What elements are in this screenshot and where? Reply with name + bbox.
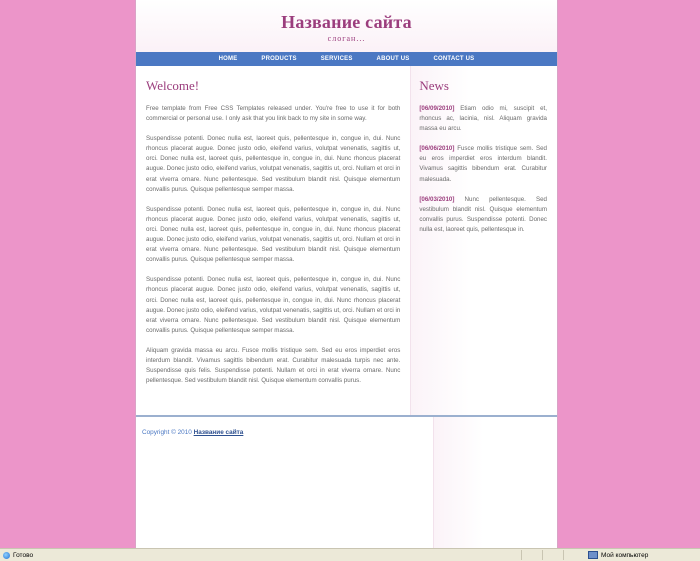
menu-item-products[interactable]: PRODUCTS (261, 56, 297, 62)
content-paragraph: Aliquam gravida massa eu arcu. Fusce mollis tristique sem. Sed eu eros imperdiet eros interdum blandit. Vivamus sagittis bibendum erat. Curabitur malesuada turpis nec ante. Suspendisse quis felis. Suspendisse potenti. Nullam et orci in erat viverra ornare. Nunc pellentesque. Sed vestibulum blandit nisl. Quisque elementum convallis purus. (146, 346, 401, 385)
page-container (135, 0, 558, 548)
footer-left (136, 417, 433, 548)
news-item (419, 104, 547, 134)
copyright-text: Copyright © 2010 Название сайта (142, 429, 244, 436)
menu-item-contact-us[interactable]: CONTACT US (433, 56, 475, 62)
site-slogan: слоган... (327, 34, 366, 43)
news-text: Nunc pellentesque. Sed vestibulum blandit nisl. Quisque elementum convallis purus. Suspendisse potenti. Donec nulla est, laoreet quis, pellentesque in. (419, 195, 547, 233)
news-date: [06/09/2010] (419, 105, 455, 112)
menu-item-about-us[interactable]: ABOUT US (376, 56, 410, 62)
content-columns (136, 66, 557, 415)
footer-right (433, 417, 557, 548)
status-cell (521, 550, 542, 560)
status-cell (542, 550, 563, 560)
browser-status-bar (0, 548, 700, 561)
copyright-site-link[interactable]: Название сайта (193, 429, 244, 436)
status-cell (563, 550, 584, 560)
footer (136, 415, 557, 548)
intro-paragraph: Free template from Free CSS Templates released under. You're free to use it for both commercial or personal use. I only ask that you link back to my site in some way. (146, 105, 401, 123)
news-heading: News (419, 78, 449, 93)
main-menu (136, 52, 557, 66)
site-header (136, 0, 557, 52)
main-content (136, 66, 410, 415)
news-date: [06/06/2010] (419, 145, 455, 153)
news-item (419, 144, 547, 184)
content-paragraph: Suspendisse potenti. Donec nulla est, laoreet quis, pellentesque in, congue in, dui. Nunc rhoncus placerat augue. Donec justo odio, eleifend varius, volutpat venenatis, sagittis ut, orci. Donec nulla est, laoreet quis, pellentesque in, congue in, dui. Nunc rhoncus placerat augue. Donec justo odio, eleifend varius, volutpat venenatis, sagittis ut, orci. Nullam et orci in erat viverra ornare. Nunc pellentesque. Sed vestibulum blandit nisl. Quisque elementum convallis purus. Quisque pellentesque semper massa. (146, 135, 401, 193)
content-paragraph: Suspendisse potenti. Donec nulla est, laoreet quis, pellentesque in, congue in, dui. Nunc rhoncus placerat augue. Donec justo odio, eleifend varius, volutpat venenatis, sagittis ut, orci. Donec nulla est, laoreet quis, pellentesque in, congue in, dui. Nunc rhoncus placerat augue. Donec justo odio, eleifend varius, volutpat venenatis, sagittis ut, orci. Nullam et orci in erat viverra ornare. Nunc pellentesque. Sed vestibulum blandit nisl. Quisque elementum convallis purus. Quisque pellentesque semper massa. (146, 276, 401, 334)
news-text: Etiam odio mi, suscipit et, rhoncus ac, lacinia, nisl. Aliquam gravida massa eu arcu. (419, 105, 547, 133)
news-sidebar (410, 66, 557, 415)
news-item (419, 195, 547, 235)
status-left (0, 552, 521, 559)
content-paragraph: Suspendisse potenti. Donec nulla est, laoreet quis, pellentesque in, congue in, dui. Nunc rhoncus placerat augue. Donec justo odio, eleifend varius, volutpat venenatis, sagittis ut, orci. Donec nulla est, laoreet quis, pellentesque in, congue in, dui. Nunc rhoncus placerat augue. Donec justo odio, eleifend varius, volutpat venenatis, sagittis ut, orci. Nullam et orci in erat viverra ornare. Nunc pellentesque. Sed vestibulum blandit nisl. Quisque elementum convallis purus. Quisque pellentesque semper massa. (146, 205, 401, 264)
status-zone-text: Мой компьютер (601, 551, 649, 559)
status-text: Готово (13, 551, 34, 559)
news-date: [06/03/2010] (419, 195, 455, 203)
menu-item-services[interactable]: SERVICES (320, 56, 353, 62)
news-text: Fusce mollis tristique sem. Sed eu eros imperdiet eros interdum blandit. Vivamus sagittis bibendum erat. Curabitur malesuada. (419, 145, 547, 183)
my-computer-icon (588, 551, 598, 559)
welcome-heading: Welcome! (146, 78, 200, 93)
site-title: Название сайта (281, 12, 412, 32)
menu-item-home[interactable]: HOME (218, 56, 238, 62)
status-zone (584, 551, 648, 559)
page-done-icon (3, 552, 10, 559)
